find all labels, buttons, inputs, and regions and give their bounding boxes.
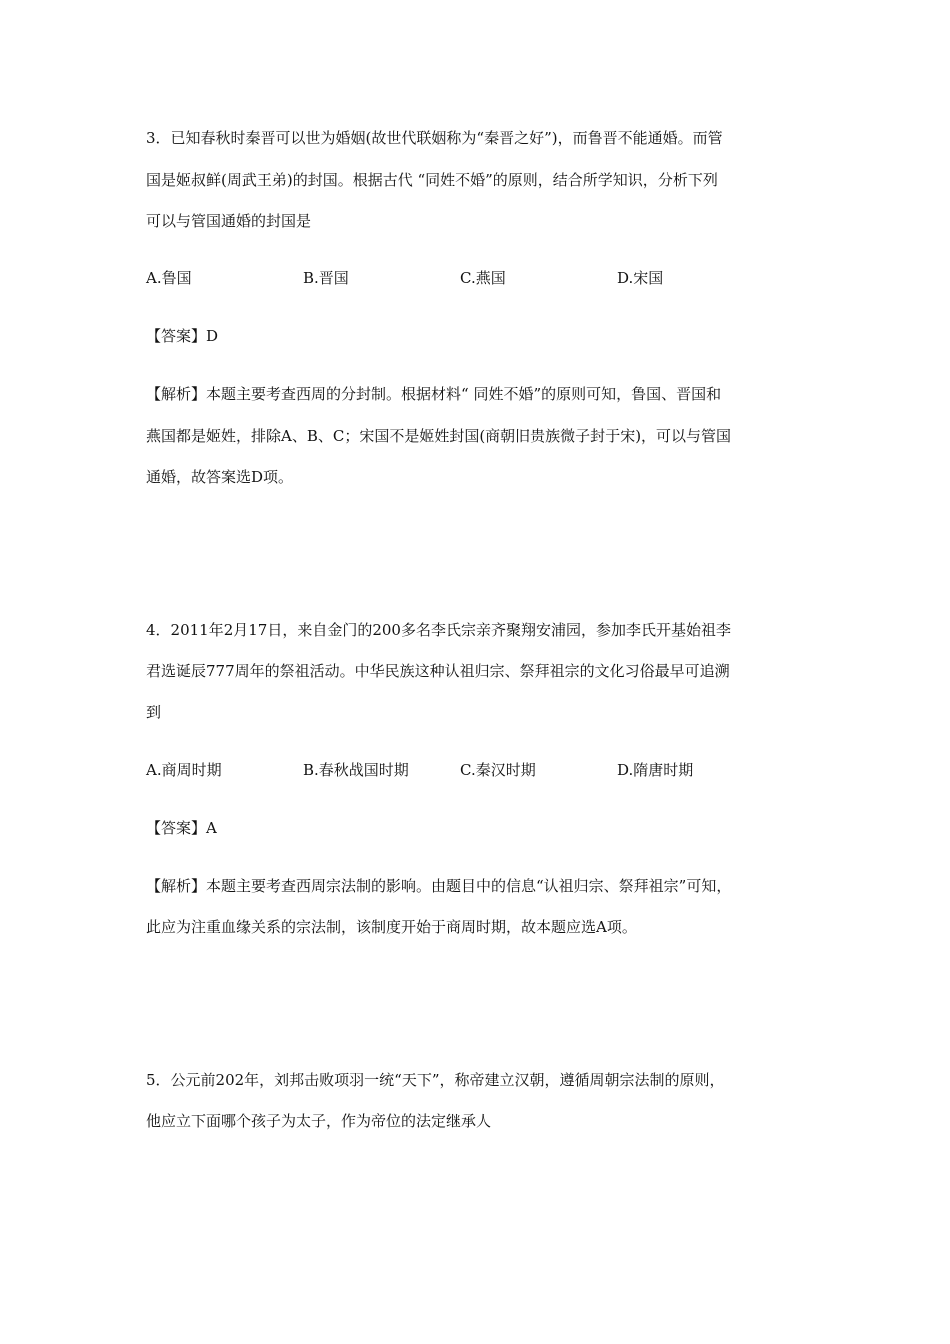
question-stem-line: 国是姬叔鲜(周武王弟)的封国。根据古代 “同姓不婚”的原则，结合所学知识，分析下列 — [146, 171, 718, 189]
option-d: D.宋国 — [617, 269, 664, 287]
question-stem-line: 到 — [146, 703, 162, 721]
option-d: D.隋唐时期 — [617, 761, 694, 779]
question-stem-line: 5．公元前202年，刘邦击败项羽一统“天下”，称帝建立汉朝，遵循周朝宗法制的原则， — [146, 1071, 725, 1089]
analysis-line: 【解析】本题主要考查西周的分封制。根据材料“ 同姓不婚”的原则可知，鲁国、晋国和 — [146, 385, 722, 403]
analysis-line: 燕国都是姬姓，排除A、B、C；宋国不是姬姓封国(商朝旧贵族微子封于宋)，可以与管国 — [146, 427, 732, 445]
option-c: C.燕国 — [460, 269, 506, 287]
question-stem-line: 4．2011年2月17日，来自金门的200多名李氏宗亲齐聚翔安浦园，参加李氏开基始祖李 — [146, 621, 731, 639]
analysis-line: 此应为注重血缘关系的宗法制，该制度开始于商周时期，故本题应选A项。 — [146, 918, 637, 936]
analysis-line: 通婚，故答案选D项。 — [146, 468, 294, 486]
question-stem-line: 他应立下面哪个孩子为太子，作为帝位的法定继承人 — [146, 1112, 492, 1130]
option-c: C.秦汉时期 — [460, 761, 536, 779]
analysis-line: 【解析】本题主要考查西周宗法制的影响。由题目中的信息“认祖归宗、祭拜祖宗”可知， — [146, 877, 732, 895]
options-row — [146, 760, 806, 780]
question-stem-line: 君选诞辰777周年的祭祖活动。中华民族这种认祖归宗、祭拜祖宗的文化习俗最早可追溯 — [146, 662, 730, 680]
question-stem-line: 可以与管国通婚的封国是 — [146, 212, 312, 230]
option-b: B.春秋战国时期 — [303, 761, 409, 779]
option-b: B.晋国 — [303, 269, 349, 287]
option-a: A.鲁国 — [146, 269, 192, 287]
option-a: A.商周时期 — [146, 761, 222, 779]
options-row — [146, 268, 806, 288]
question-stem-line: 3．已知春秋时秦晋可以世为婚姻(故世代联姻称为“秦晋之好”)，而鲁晋不能通婚。而管 — [146, 129, 723, 147]
answer-line: 【答案】A — [146, 819, 217, 837]
answer-line: 【答案】D — [146, 327, 219, 345]
